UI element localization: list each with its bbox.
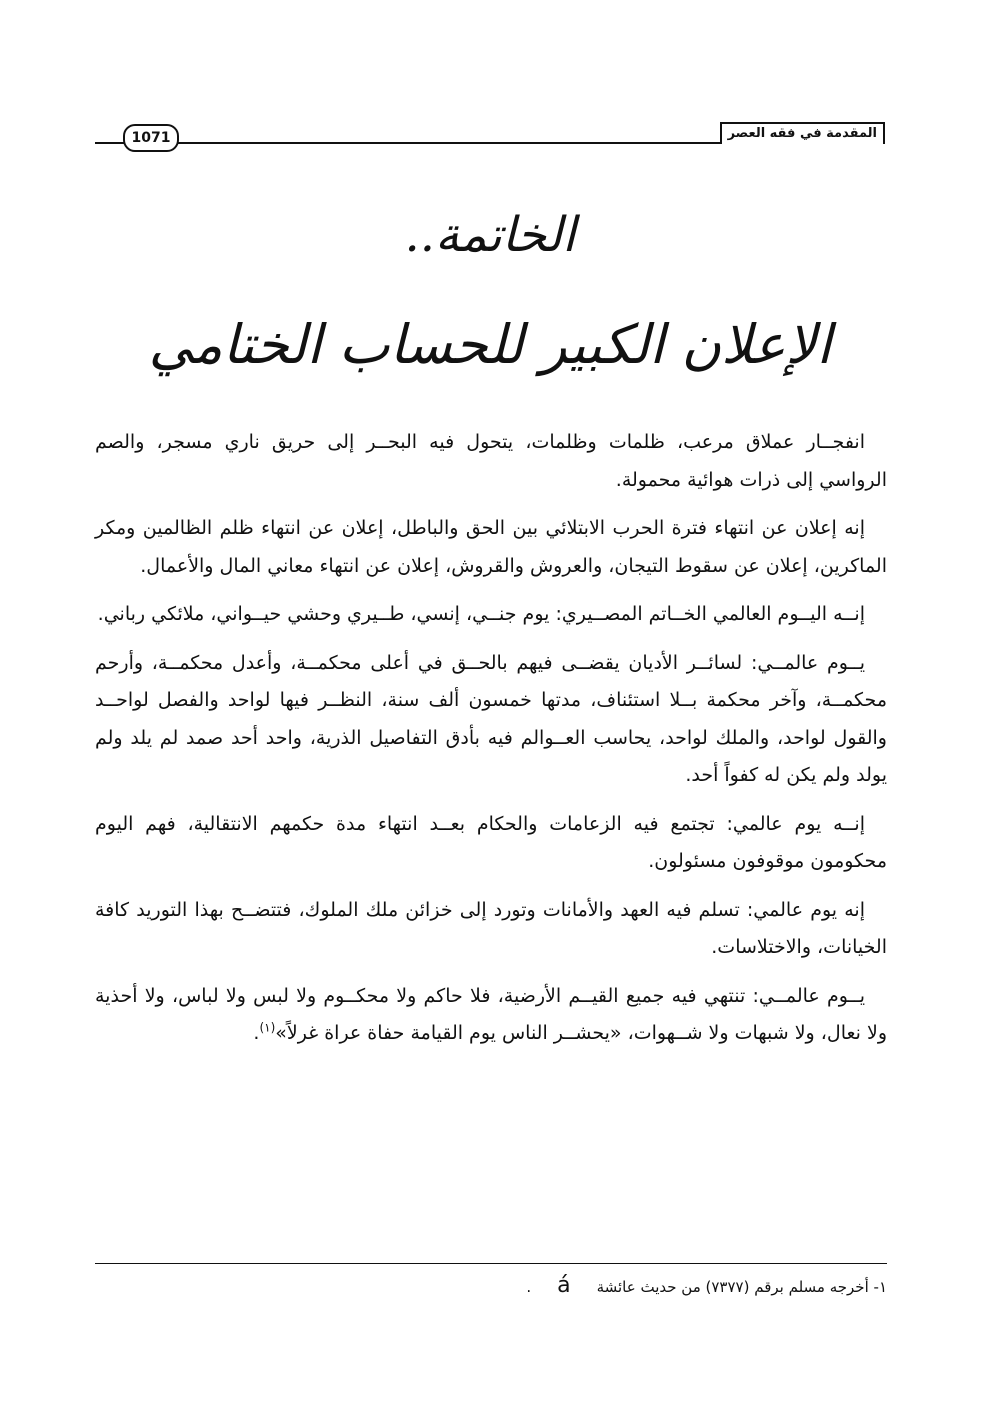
paragraph: إنه يوم عالمي: تسلم فيه العهد والأمانات وتورد إلى خزائن ملك الملوك، فتتضــح بهذا التوريد كافة الخيانات، والاختلاسات. <box>95 898 887 958</box>
footnote <box>95 1271 887 1302</box>
paragraph: إنــه اليــوم العالمي الخــاتم المصــيري: يوم جنــي، إنسي، طــيري وحشي حيــواني، ملائكي رباني. <box>97 603 865 625</box>
page-header <box>95 122 885 150</box>
footnote-divider <box>95 1263 887 1264</box>
chapter-title: الخاتمة.. <box>404 207 576 263</box>
paragraph-end: . <box>253 1022 260 1044</box>
paragraph-last <box>95 978 887 1053</box>
honorific-symbol: á <box>557 1273 571 1298</box>
paragraph: انفجــار عملاق مرعب، ظلمات وظلمات، يتحول فيه البحــر إلى حريق ناري مسجر، والصم الرواسي إلى ذرات هوائية محمولة. <box>95 431 887 491</box>
footnote-reference[interactable]: (١) <box>259 1020 276 1035</box>
body-text <box>95 424 887 1064</box>
book-title: المقدمة في فقه العصر <box>720 122 885 144</box>
paragraph: يــوم عالمــي: لسائــر الأديان يقضــى فيهم بالحــق في أعلى محكمــة، وأعدل محكمــة، وأرحم محكمــة، وآخر محكمة بــلا استئناف، مدتها خمسون ألف سنة، النظــر فيها لواحد والفصل لواحــد والقول لواحد، والملك لواحد، يحاسب العــوالم فيه بأدق التفاصيل الذرية، واحد أحد صمد لم يلد ولم يولد ولم يكن له كفواً أحد. <box>95 651 887 786</box>
page-number: 1071 <box>123 124 179 152</box>
paragraph-text: يــوم عالمــي: تنتهي فيه جميع القيــم الأرضية، فلا حاكم ولا محكــوم ولا لبس ولا لباس، ولا أحذية ولا نعال، ولا شبهات ولا شــهوات، «يحشــر الناس يوم القيامة حفاة عراة غرلاً» <box>95 984 887 1044</box>
footnote-end: . <box>526 1278 532 1296</box>
chapter-subtitle: الإعلان الكبير للحساب الختامي <box>148 313 832 376</box>
paragraph: إنــه يوم عالمي: تجتمع فيه الزعامات والحكام بعــد انتهاء مدة حكمهم الانتقالية، فهم اليوم محكومون موقوفون مسئولون. <box>95 812 887 872</box>
paragraph: إنه إعلان عن انتهاء فترة الحرب الابتلائي بين الحق والباطل، إعلان عن انتهاء ظلم الظالمين ومكر الماكرين، إعلان عن سقوط التيجان، والعروش والقروش، إعلان عن انتهاء معاني المال والأعمال. <box>95 517 887 577</box>
footnote-text: ١- أخرجه مسلم برقم (٧٣٧٧) من حديث عائشة <box>596 1278 887 1296</box>
